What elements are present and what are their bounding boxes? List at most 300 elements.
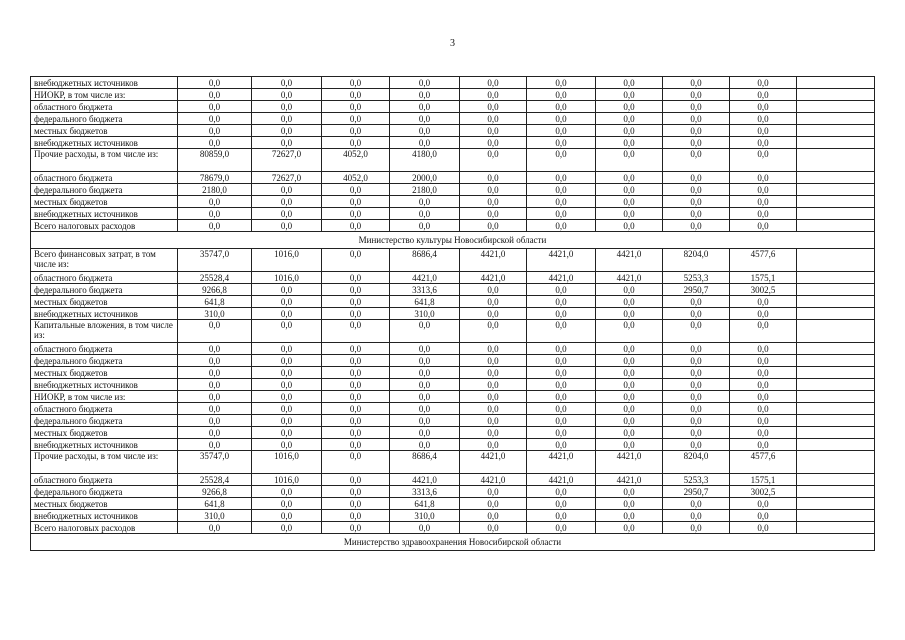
value-cell: 0,0 — [390, 208, 460, 220]
empty-cell — [797, 367, 875, 379]
value-cell: 0,0 — [663, 125, 730, 137]
value-cell: 5253,3 — [663, 272, 730, 284]
empty-cell — [797, 77, 875, 89]
value-cell: 0,0 — [730, 379, 797, 391]
value-cell: 0,0 — [596, 296, 663, 308]
value-cell: 0,0 — [596, 89, 663, 101]
value-cell: 0,0 — [178, 208, 252, 220]
value-cell: 0,0 — [390, 522, 460, 534]
row-label: областного бюджета — [31, 172, 178, 184]
value-cell: 0,0 — [596, 367, 663, 379]
value-cell: 0,0 — [663, 522, 730, 534]
value-cell: 4052,0 — [322, 149, 390, 172]
value-cell: 0,0 — [527, 89, 596, 101]
value-cell: 0,0 — [460, 89, 527, 101]
value-cell: 0,0 — [730, 403, 797, 415]
empty-cell — [797, 101, 875, 113]
value-cell: 0,0 — [663, 184, 730, 196]
value-cell: 0,0 — [390, 427, 460, 439]
empty-cell — [797, 510, 875, 522]
value-cell: 0,0 — [596, 391, 663, 403]
value-cell: 0,0 — [663, 391, 730, 403]
value-cell: 0,0 — [730, 522, 797, 534]
value-cell: 0,0 — [527, 391, 596, 403]
value-cell: 0,0 — [527, 308, 596, 320]
table-row — [31, 427, 875, 439]
value-cell: 0,0 — [252, 308, 322, 320]
row-label: областного бюджета — [31, 272, 178, 284]
value-cell: 0,0 — [596, 137, 663, 149]
value-cell: 0,0 — [460, 391, 527, 403]
value-cell: 0,0 — [460, 101, 527, 113]
value-cell: 4577,6 — [730, 451, 797, 474]
value-cell: 0,0 — [527, 486, 596, 498]
value-cell: 0,0 — [322, 379, 390, 391]
value-cell: 0,0 — [178, 320, 252, 343]
row-label: местных бюджетов — [31, 498, 178, 510]
value-cell: 0,0 — [252, 101, 322, 113]
value-cell: 0,0 — [663, 308, 730, 320]
table-row — [31, 172, 875, 184]
empty-cell — [797, 172, 875, 184]
value-cell: 0,0 — [390, 113, 460, 125]
value-cell: 0,0 — [322, 391, 390, 403]
empty-cell — [797, 308, 875, 320]
value-cell: 0,0 — [730, 308, 797, 320]
row-label: внебюджетных источников — [31, 510, 178, 522]
value-cell: 641,8 — [390, 296, 460, 308]
value-cell: 0,0 — [390, 320, 460, 343]
value-cell: 0,0 — [390, 391, 460, 403]
value-cell: 0,0 — [178, 379, 252, 391]
row-label: федерального бюджета — [31, 284, 178, 296]
value-cell: 0,0 — [730, 101, 797, 113]
value-cell: 0,0 — [460, 184, 527, 196]
value-cell: 641,8 — [178, 296, 252, 308]
value-cell: 0,0 — [663, 379, 730, 391]
table-row — [31, 296, 875, 308]
value-cell: 0,0 — [390, 77, 460, 89]
value-cell: 0,0 — [252, 296, 322, 308]
value-cell: 0,0 — [460, 77, 527, 89]
value-cell: 0,0 — [596, 113, 663, 125]
value-cell: 0,0 — [596, 522, 663, 534]
value-cell: 0,0 — [730, 149, 797, 172]
empty-cell — [797, 391, 875, 403]
value-cell: 0,0 — [252, 367, 322, 379]
row-label: внебюджетных источников — [31, 137, 178, 149]
value-cell: 0,0 — [390, 196, 460, 208]
value-cell: 641,8 — [178, 498, 252, 510]
value-cell: 0,0 — [390, 89, 460, 101]
value-cell: 0,0 — [663, 137, 730, 149]
table-row — [31, 101, 875, 113]
value-cell: 0,0 — [178, 391, 252, 403]
value-cell: 0,0 — [730, 208, 797, 220]
empty-cell — [797, 137, 875, 149]
value-cell: 0,0 — [322, 439, 390, 451]
value-cell: 1016,0 — [252, 474, 322, 486]
table-row — [31, 184, 875, 196]
empty-cell — [797, 439, 875, 451]
value-cell: 0,0 — [322, 137, 390, 149]
table-row — [31, 415, 875, 427]
value-cell: 0,0 — [596, 439, 663, 451]
value-cell: 0,0 — [663, 77, 730, 89]
value-cell: 0,0 — [460, 367, 527, 379]
value-cell: 0,0 — [527, 208, 596, 220]
value-cell: 0,0 — [322, 249, 390, 272]
value-cell: 0,0 — [322, 296, 390, 308]
value-cell: 0,0 — [460, 220, 527, 232]
table-row — [31, 474, 875, 486]
value-cell: 2180,0 — [390, 184, 460, 196]
value-cell: 0,0 — [322, 510, 390, 522]
value-cell: 0,0 — [460, 308, 527, 320]
value-cell: 0,0 — [252, 220, 322, 232]
value-cell: 0,0 — [527, 498, 596, 510]
row-label: областного бюджета — [31, 403, 178, 415]
value-cell: 0,0 — [460, 415, 527, 427]
value-cell: 0,0 — [527, 320, 596, 343]
value-cell: 9266,8 — [178, 284, 252, 296]
value-cell: 4421,0 — [460, 272, 527, 284]
row-label: внебюджетных источников — [31, 439, 178, 451]
table-row — [31, 391, 875, 403]
section-header-row — [31, 534, 875, 551]
value-cell: 0,0 — [322, 125, 390, 137]
value-cell: 0,0 — [322, 355, 390, 367]
value-cell: 0,0 — [663, 498, 730, 510]
table-row — [31, 510, 875, 522]
value-cell: 0,0 — [730, 89, 797, 101]
value-cell: 0,0 — [730, 391, 797, 403]
value-cell: 0,0 — [527, 77, 596, 89]
value-cell: 0,0 — [527, 522, 596, 534]
empty-cell — [797, 343, 875, 355]
value-cell: 0,0 — [460, 379, 527, 391]
value-cell: 0,0 — [178, 355, 252, 367]
value-cell: 4421,0 — [460, 474, 527, 486]
empty-cell — [797, 498, 875, 510]
value-cell: 0,0 — [322, 284, 390, 296]
table-row — [31, 89, 875, 101]
value-cell: 0,0 — [596, 220, 663, 232]
page-number: 3 — [450, 38, 455, 49]
value-cell: 0,0 — [596, 77, 663, 89]
value-cell: 4421,0 — [390, 272, 460, 284]
value-cell: 0,0 — [527, 427, 596, 439]
value-cell: 0,0 — [390, 220, 460, 232]
table-row — [31, 403, 875, 415]
value-cell: 2950,7 — [663, 486, 730, 498]
value-cell: 0,0 — [596, 510, 663, 522]
value-cell: 0,0 — [596, 101, 663, 113]
value-cell: 0,0 — [390, 379, 460, 391]
value-cell: 4577,6 — [730, 249, 797, 272]
value-cell: 0,0 — [460, 172, 527, 184]
value-cell: 0,0 — [322, 220, 390, 232]
row-label: областного бюджета — [31, 101, 178, 113]
value-cell: 4052,0 — [322, 172, 390, 184]
value-cell: 641,8 — [390, 498, 460, 510]
value-cell: 0,0 — [322, 474, 390, 486]
value-cell: 0,0 — [390, 367, 460, 379]
value-cell: 0,0 — [596, 284, 663, 296]
value-cell: 0,0 — [252, 427, 322, 439]
table-row — [31, 196, 875, 208]
value-cell: 0,0 — [322, 208, 390, 220]
value-cell: 0,0 — [596, 172, 663, 184]
value-cell: 0,0 — [730, 415, 797, 427]
row-label: внебюджетных источников — [31, 308, 178, 320]
table-row — [31, 343, 875, 355]
value-cell: 35747,0 — [178, 451, 252, 474]
value-cell: 0,0 — [730, 439, 797, 451]
value-cell: 4421,0 — [390, 474, 460, 486]
value-cell: 0,0 — [663, 367, 730, 379]
value-cell: 0,0 — [322, 522, 390, 534]
value-cell: 0,0 — [252, 355, 322, 367]
empty-cell — [797, 427, 875, 439]
empty-cell — [797, 415, 875, 427]
value-cell: 8204,0 — [663, 249, 730, 272]
table-row — [31, 149, 875, 172]
table-row — [31, 220, 875, 232]
value-cell: 0,0 — [322, 89, 390, 101]
value-cell: 0,0 — [730, 343, 797, 355]
value-cell: 0,0 — [730, 498, 797, 510]
value-cell: 0,0 — [527, 125, 596, 137]
budget-table-body — [31, 77, 875, 551]
value-cell: 0,0 — [252, 403, 322, 415]
value-cell: 0,0 — [527, 379, 596, 391]
value-cell: 0,0 — [460, 510, 527, 522]
value-cell: 0,0 — [730, 320, 797, 343]
value-cell: 0,0 — [252, 113, 322, 125]
value-cell: 78679,0 — [178, 172, 252, 184]
value-cell: 0,0 — [322, 486, 390, 498]
value-cell: 0,0 — [252, 137, 322, 149]
value-cell: 0,0 — [322, 184, 390, 196]
value-cell: 2950,7 — [663, 284, 730, 296]
value-cell: 0,0 — [527, 149, 596, 172]
value-cell: 0,0 — [460, 343, 527, 355]
value-cell: 0,0 — [178, 403, 252, 415]
value-cell: 4421,0 — [460, 249, 527, 272]
section-title: Министерство культуры Новосибирской области — [31, 232, 875, 249]
value-cell: 25528,4 — [178, 474, 252, 486]
table-row — [31, 367, 875, 379]
value-cell: 0,0 — [460, 486, 527, 498]
empty-cell — [797, 474, 875, 486]
value-cell: 0,0 — [178, 367, 252, 379]
value-cell: 5253,3 — [663, 474, 730, 486]
value-cell: 0,0 — [178, 427, 252, 439]
value-cell: 0,0 — [178, 196, 252, 208]
value-cell: 0,0 — [460, 208, 527, 220]
value-cell: 0,0 — [322, 113, 390, 125]
value-cell: 0,0 — [178, 89, 252, 101]
table-row — [31, 272, 875, 284]
value-cell: 0,0 — [252, 343, 322, 355]
value-cell: 0,0 — [730, 172, 797, 184]
value-cell: 0,0 — [663, 172, 730, 184]
table-row — [31, 284, 875, 296]
value-cell: 0,0 — [527, 284, 596, 296]
value-cell: 0,0 — [596, 125, 663, 137]
row-label: федерального бюджета — [31, 113, 178, 125]
value-cell: 0,0 — [252, 510, 322, 522]
value-cell: 0,0 — [460, 403, 527, 415]
value-cell: 0,0 — [322, 498, 390, 510]
empty-cell — [797, 355, 875, 367]
table-row — [31, 137, 875, 149]
row-label: федерального бюджета — [31, 415, 178, 427]
row-label: НИОКР, в том числе из: — [31, 89, 178, 101]
empty-cell — [797, 522, 875, 534]
value-cell: 0,0 — [322, 415, 390, 427]
value-cell: 0,0 — [527, 367, 596, 379]
row-label: местных бюджетов — [31, 367, 178, 379]
value-cell: 0,0 — [460, 522, 527, 534]
row-label: Прочие расходы, в том числе из: — [31, 451, 178, 474]
value-cell: 0,0 — [460, 125, 527, 137]
value-cell: 0,0 — [730, 113, 797, 125]
value-cell: 0,0 — [596, 427, 663, 439]
table-row — [31, 249, 875, 272]
row-label: НИОКР, в том числе из: — [31, 391, 178, 403]
value-cell: 0,0 — [252, 522, 322, 534]
value-cell: 0,0 — [252, 284, 322, 296]
value-cell: 0,0 — [663, 196, 730, 208]
value-cell: 0,0 — [730, 355, 797, 367]
empty-cell — [797, 149, 875, 172]
value-cell: 0,0 — [730, 184, 797, 196]
value-cell: 4421,0 — [460, 451, 527, 474]
value-cell: 0,0 — [178, 522, 252, 534]
value-cell: 0,0 — [596, 208, 663, 220]
value-cell: 0,0 — [322, 196, 390, 208]
value-cell: 0,0 — [596, 184, 663, 196]
value-cell: 0,0 — [460, 137, 527, 149]
value-cell: 3313,6 — [390, 486, 460, 498]
value-cell: 0,0 — [527, 355, 596, 367]
value-cell: 0,0 — [178, 220, 252, 232]
row-label: местных бюджетов — [31, 125, 178, 137]
value-cell: 0,0 — [460, 113, 527, 125]
value-cell: 0,0 — [460, 320, 527, 343]
value-cell: 0,0 — [390, 415, 460, 427]
value-cell: 0,0 — [252, 391, 322, 403]
value-cell: 0,0 — [527, 439, 596, 451]
value-cell: 9266,8 — [178, 486, 252, 498]
empty-cell — [797, 220, 875, 232]
row-label: областного бюджета — [31, 474, 178, 486]
value-cell: 0,0 — [322, 403, 390, 415]
empty-cell — [797, 89, 875, 101]
table-row — [31, 451, 875, 474]
value-cell: 0,0 — [252, 77, 322, 89]
value-cell: 0,0 — [178, 125, 252, 137]
value-cell: 0,0 — [178, 415, 252, 427]
value-cell: 310,0 — [178, 510, 252, 522]
value-cell: 0,0 — [663, 208, 730, 220]
value-cell: 0,0 — [730, 510, 797, 522]
value-cell: 4180,0 — [390, 149, 460, 172]
value-cell: 0,0 — [527, 184, 596, 196]
value-cell: 0,0 — [252, 379, 322, 391]
row-label: федерального бюджета — [31, 184, 178, 196]
row-label: местных бюджетов — [31, 296, 178, 308]
table-row — [31, 113, 875, 125]
table-row — [31, 125, 875, 137]
value-cell: 0,0 — [527, 172, 596, 184]
value-cell: 3002,5 — [730, 486, 797, 498]
value-cell: 0,0 — [178, 113, 252, 125]
value-cell: 72627,0 — [252, 149, 322, 172]
empty-cell — [797, 184, 875, 196]
value-cell: 0,0 — [460, 296, 527, 308]
value-cell: 0,0 — [390, 343, 460, 355]
value-cell: 310,0 — [390, 510, 460, 522]
value-cell: 0,0 — [527, 343, 596, 355]
value-cell: 0,0 — [178, 101, 252, 113]
value-cell: 0,0 — [527, 415, 596, 427]
value-cell: 0,0 — [390, 403, 460, 415]
row-label: местных бюджетов — [31, 196, 178, 208]
row-label: Капитальные вложения, в том числе из: — [31, 320, 178, 343]
value-cell: 1575,1 — [730, 272, 797, 284]
value-cell: 8686,4 — [390, 249, 460, 272]
value-cell: 0,0 — [596, 355, 663, 367]
row-label: Всего налоговых расходов — [31, 522, 178, 534]
value-cell: 0,0 — [460, 355, 527, 367]
table-row — [31, 355, 875, 367]
value-cell: 2000,0 — [390, 172, 460, 184]
row-label: Прочие расходы, в том числе из: — [31, 149, 178, 172]
section-title: Министерство здравоохранения Новосибирской области — [31, 534, 875, 551]
value-cell: 0,0 — [663, 89, 730, 101]
row-label: федерального бюджета — [31, 486, 178, 498]
value-cell: 0,0 — [527, 101, 596, 113]
value-cell: 0,0 — [252, 498, 322, 510]
value-cell: 8686,4 — [390, 451, 460, 474]
value-cell: 0,0 — [322, 101, 390, 113]
value-cell: 0,0 — [390, 137, 460, 149]
value-cell: 4421,0 — [596, 474, 663, 486]
value-cell: 0,0 — [663, 220, 730, 232]
value-cell: 4421,0 — [596, 272, 663, 284]
value-cell: 0,0 — [252, 89, 322, 101]
value-cell: 0,0 — [663, 439, 730, 451]
value-cell: 0,0 — [390, 125, 460, 137]
value-cell: 0,0 — [252, 196, 322, 208]
empty-cell — [797, 196, 875, 208]
value-cell: 0,0 — [322, 427, 390, 439]
budget-table — [30, 76, 875, 551]
value-cell: 0,0 — [252, 486, 322, 498]
table-row — [31, 320, 875, 343]
value-cell: 0,0 — [178, 77, 252, 89]
row-label: федерального бюджета — [31, 355, 178, 367]
table-row — [31, 439, 875, 451]
value-cell: 0,0 — [663, 415, 730, 427]
value-cell: 0,0 — [322, 77, 390, 89]
table-row — [31, 379, 875, 391]
value-cell: 0,0 — [596, 196, 663, 208]
value-cell: 0,0 — [730, 137, 797, 149]
